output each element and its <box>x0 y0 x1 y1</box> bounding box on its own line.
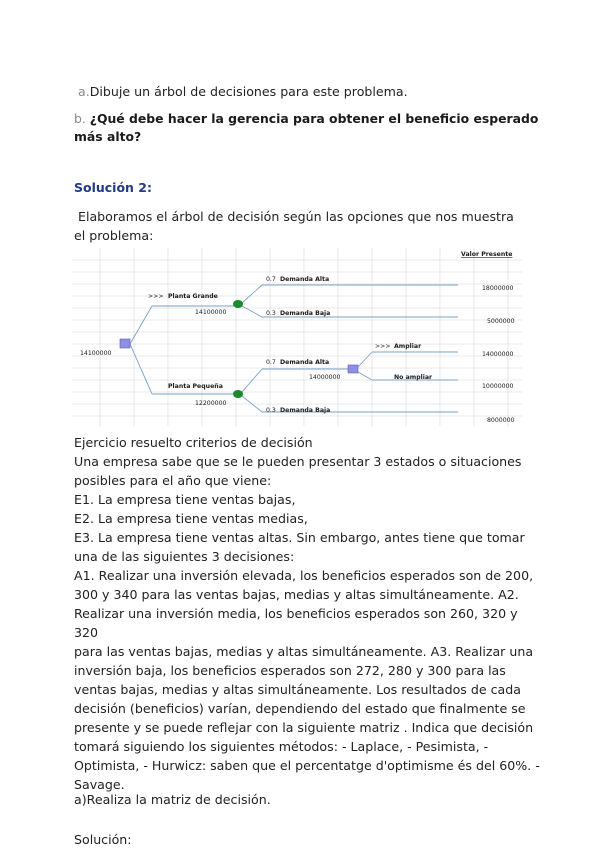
label-grande-baja: Demanda Baja <box>280 310 331 317</box>
exercise-line: inversión baja, los beneficios esperados son 272, 280 y 300 para las <box>74 663 506 678</box>
second-decision-node <box>348 365 358 373</box>
root-decision-node <box>120 339 130 348</box>
spreadsheet-grid <box>72 248 522 426</box>
label-no-ampliar: No ampliar <box>394 374 433 381</box>
question-b-line2: más alto? <box>74 129 142 144</box>
exercise-line: E2. La empresa tiene ventas medias, <box>74 511 308 526</box>
label-pequena-alta: Demanda Alta <box>280 359 330 366</box>
exercise-line: Optimista, - Hurwicz: saben que el percentatge d'optimisme és del 60%. - <box>74 758 540 773</box>
question-b <box>74 110 538 146</box>
payoff-grande-alta: 18000000 <box>482 285 514 292</box>
solution-2-intro <box>74 207 514 245</box>
exercise-line: ventas bajas, medias y altas simultáneamente. Los resultados de cada <box>74 682 521 697</box>
value-planta-grande: 14100000 <box>195 309 227 316</box>
exercise-line: Realizar una inversión media, los beneficios esperados son 260, 320 y 320 <box>74 606 518 640</box>
label-pequena-baja: Demanda Baja <box>280 407 331 414</box>
exercise-line: decisión (beneficios) varían, dependiendo del estado que finalmente se <box>74 701 526 716</box>
chance-node-grande <box>233 300 243 308</box>
payoff-pequena-baja: 8000000 <box>487 417 515 424</box>
label-planta-grande: Planta Grande <box>168 293 218 300</box>
prob-grande-alta: 0.7 <box>266 276 276 283</box>
question-b-line1: ¿Qué debe hacer la gerencia para obtener el beneficio esperado <box>89 111 539 126</box>
question-a-letter: a. <box>78 84 90 99</box>
exercise-line: una de las siguientes 3 decisiones: <box>74 549 295 564</box>
value-second-decision: 14000000 <box>309 374 341 381</box>
root-value: 14100000 <box>80 350 112 357</box>
prob-pequena-alta: 0.7 <box>266 359 276 366</box>
exercise-line: A1. Realizar una inversión elevada, los beneficios esperados son de 200, <box>74 568 534 583</box>
exercise-line: presente y se puede reflejar con la siguiente matriz . Indica que decisión <box>74 720 534 735</box>
question-matrix: a)Realiza la matriz de decisión. <box>74 792 271 807</box>
value-planta-pequena: 12200000 <box>195 400 227 407</box>
exercise-line: posibles para el año que viene: <box>74 473 272 488</box>
label-ampliar: Ampliar <box>394 343 422 350</box>
tree-header: Valor Presente <box>461 251 513 258</box>
chance-node-pequena <box>233 390 243 398</box>
exercise-line: Una empresa sabe que se le pueden presentar 3 estados o situaciones <box>74 454 522 469</box>
prob-pequena-baja: 0.3 <box>266 407 276 414</box>
exercise-title: Ejercicio resuelto criterios de decisión <box>74 435 313 450</box>
solution-2-title: Solución 2: <box>74 180 153 195</box>
exercise-line: tomará siguiendo los siguientes métodos: - Laplace, - Pesimista, - <box>74 739 489 754</box>
label-planta-pequena: Planta Pequeña <box>168 383 223 390</box>
exercise-line: E3. La empresa tiene ventas altas. Sin embargo, antes tiene que tomar <box>74 530 525 545</box>
payoff-no-ampliar: 10000000 <box>482 383 514 390</box>
payoff-grande-baja: 5000000 <box>487 318 515 325</box>
exercise-line: 300 y 340 para las ventas bajas, medias y altas simultáneamente. A2. <box>74 587 519 602</box>
solution-label: Solución: <box>74 832 132 847</box>
decision-tree <box>72 248 522 426</box>
solution-2-intro-line1: Elaboramos el árbol de decisión según las opciones que nos muestra <box>78 209 514 224</box>
branch-line-grande <box>130 306 152 344</box>
question-a <box>78 82 408 101</box>
exercise-block <box>74 433 544 794</box>
prob-grande-baja: 0.3 <box>266 310 276 317</box>
solution-2-intro-line2: el problema: <box>74 228 154 243</box>
payoff-ampliar: 14000000 <box>482 351 514 358</box>
question-a-text: Dibuje un árbol de decisiones para este problema. <box>89 84 408 99</box>
exercise-line: para las ventas bajas, medias y altas simultáneamente. A3. Realizar una <box>74 644 534 659</box>
arrows-grande: >>> <box>148 293 164 300</box>
arrows-ampliar: >>> <box>375 343 391 350</box>
exercise-line: Savage. <box>74 777 125 792</box>
branch-line-pequena <box>130 344 152 394</box>
label-grande-alta: Demanda Alta <box>280 276 330 283</box>
question-b-letter: b. <box>74 111 86 126</box>
exercise-line: E1. La empresa tiene ventas bajas, <box>74 492 296 507</box>
